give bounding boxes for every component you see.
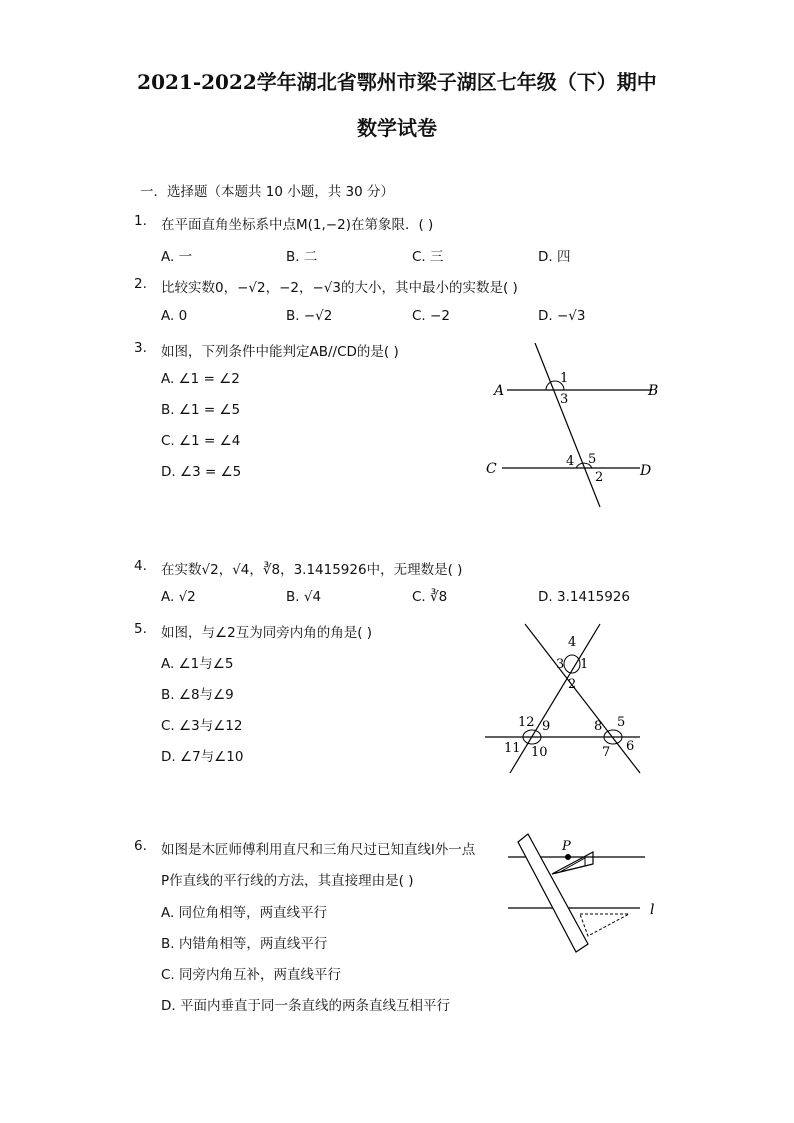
option-b: B. 内错角相等，两直线平行 bbox=[161, 936, 328, 952]
option-b: B. 二 bbox=[286, 249, 318, 265]
label-a: A bbox=[494, 383, 505, 399]
option-a: A. 0 bbox=[161, 308, 188, 324]
angle-label-1: 1 bbox=[560, 371, 569, 386]
figure-q6-ruler-set-square bbox=[500, 830, 680, 960]
angle-label-10: 10 bbox=[531, 745, 548, 760]
angle-label-2: 2 bbox=[568, 677, 577, 692]
exam-title-line1: 2021-2022学年湖北省鄂州市梁子湖区七年级（下）期中 bbox=[137, 70, 657, 94]
question-text: 在平面直角坐标系中点M(1,−2)在第象限．( ) bbox=[161, 217, 434, 233]
question-number: 4. bbox=[134, 558, 147, 574]
option-d: D. 平面内垂直于同一条直线的两条直线互相平行 bbox=[161, 998, 450, 1014]
option-a: A. ∠1与∠5 bbox=[161, 656, 234, 672]
option-d: D. ∠7与∠10 bbox=[161, 749, 244, 765]
option-c: C. −2 bbox=[412, 308, 450, 324]
question-text: 如图，下列条件中能判定AB//CD的是( ) bbox=[161, 344, 399, 360]
angle-label-1: 1 bbox=[580, 657, 589, 672]
option-d: D. ∠3 = ∠5 bbox=[161, 464, 242, 480]
option-c: C. 三 bbox=[412, 249, 444, 265]
angle-label-4: 4 bbox=[566, 454, 575, 469]
option-c: C. ∠3与∠12 bbox=[161, 718, 243, 734]
option-d: D. −√3 bbox=[538, 308, 586, 324]
option-b: B. −√2 bbox=[286, 308, 333, 324]
angle-label-7: 7 bbox=[602, 745, 611, 760]
option-a: A. 一 bbox=[161, 249, 193, 265]
angle-label-12: 12 bbox=[518, 715, 535, 730]
angle-label-6: 6 bbox=[626, 739, 635, 754]
question-text-line2: P作直线的平行线的方法，其直接理由是( ) bbox=[161, 873, 414, 889]
option-a: A. ∠1 = ∠2 bbox=[161, 371, 240, 387]
question-text: 比较实数0，−√2，−2，−√3的大小，其中最小的实数是( ) bbox=[161, 280, 518, 296]
question-number: 5. bbox=[134, 621, 147, 637]
option-b: B. √4 bbox=[286, 589, 322, 605]
angle-label-2: 2 bbox=[595, 470, 604, 485]
question-number: 6. bbox=[134, 838, 147, 854]
angle-label-3: 3 bbox=[560, 392, 569, 407]
label-d: D bbox=[640, 463, 652, 479]
option-c: C. 同旁内角互补，两直线平行 bbox=[161, 967, 342, 983]
question-text: 在实数√2，√4，∛8，3.1415926中，无理数是( ) bbox=[161, 562, 463, 578]
angle-label-5: 5 bbox=[617, 715, 626, 730]
label-b: B bbox=[648, 383, 659, 399]
figure-q3-parallel-lines bbox=[480, 335, 680, 515]
section-heading: 一．选择题（本题共 10 小题，共 30 分） bbox=[140, 184, 395, 200]
angle-label-4: 4 bbox=[568, 635, 577, 650]
exam-title-line2: 数学试卷 bbox=[357, 116, 437, 140]
option-a: A. √2 bbox=[161, 589, 196, 605]
figure-q5-triangle-angles bbox=[480, 620, 660, 780]
label-c: C bbox=[486, 461, 497, 477]
option-b: B. ∠1 = ∠5 bbox=[161, 402, 241, 418]
question-number: 3. bbox=[134, 340, 147, 356]
option-a: A. 同位角相等，两直线平行 bbox=[161, 905, 328, 921]
option-c: C. ∛8 bbox=[412, 589, 448, 605]
option-c: C. ∠1 = ∠4 bbox=[161, 433, 241, 449]
angle-label-9: 9 bbox=[542, 719, 551, 734]
question-number: 2. bbox=[134, 276, 147, 292]
angle-label-5: 5 bbox=[588, 452, 597, 467]
option-d: D. 3.1415926 bbox=[538, 589, 630, 605]
point-label-p: P bbox=[562, 839, 571, 854]
question-text-line1: 如图是木匠师傅利用直尺和三角尺过已知直线l外一点 bbox=[161, 842, 476, 858]
question-text: 如图，与∠2互为同旁内角的角是( ) bbox=[161, 625, 373, 641]
angle-label-3: 3 bbox=[556, 657, 565, 672]
option-b: B. ∠8与∠9 bbox=[161, 687, 234, 703]
angle-label-11: 11 bbox=[504, 741, 521, 756]
line-label-l: l bbox=[650, 902, 655, 918]
question-number: 1. bbox=[134, 213, 147, 229]
option-d: D. 四 bbox=[538, 249, 571, 265]
angle-label-8: 8 bbox=[594, 719, 603, 734]
